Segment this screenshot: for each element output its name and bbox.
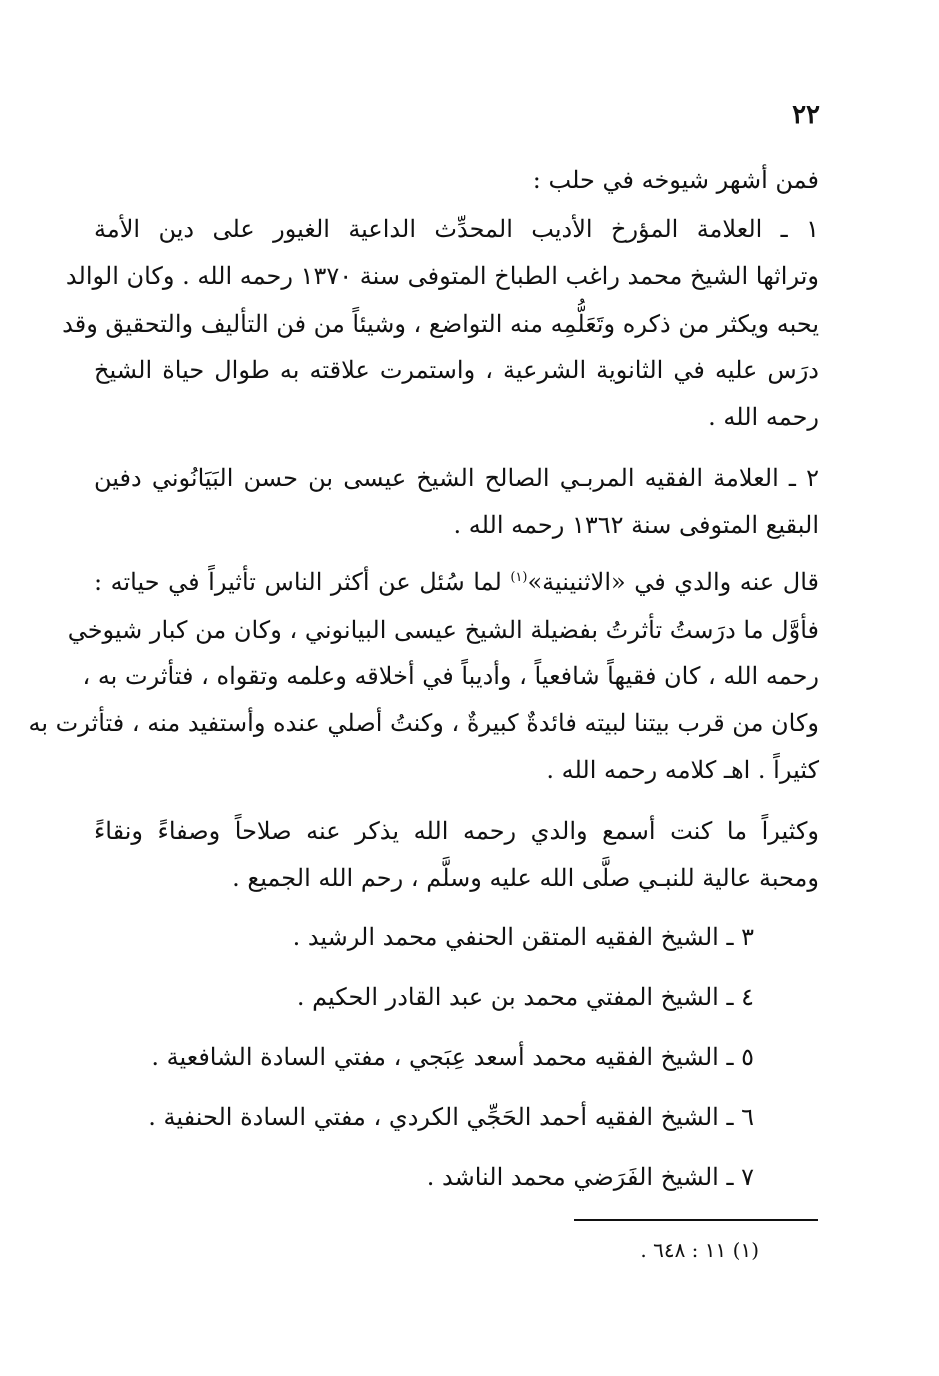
paragraph-line: وكثيراً ما كنت أسمع والدي رحمه الله يذكر عنه صلاحاً وصفاءً ونقاءً	[94, 817, 819, 845]
list-item: ٣ ـ الشيخ الفقيه المتقن الحنفي محمد الرشيد .	[292, 923, 754, 951]
intro-line: فمن أشهر شيوخه في حلب :	[532, 166, 819, 194]
paragraph-line: ١ ـ العلامة المؤرخ الأديب المحدِّث الداعية الغيور على دين الأمة	[94, 215, 819, 243]
paragraph-line: وتراثها الشيخ محمد راغب الطباخ المتوفى سنة ١٣٧٠ رحمه الله . وكان الوالد	[65, 262, 819, 290]
paragraph-line: رحمه الله .	[708, 403, 819, 431]
paragraph-line: فأوَّل ما درَستُ تأثرتُ بفضيلة الشيخ عيسى البيانوني ، وكان من كبار شيوخي	[67, 616, 819, 644]
paragraph-line: وكان من قرب بيتنا لبيته فائدةٌ كبيرةٌ ، وكنتُ أصلي عنده وأستفيد منه ، فتأثرت به	[28, 709, 819, 737]
page-number: ٢٢	[792, 100, 820, 130]
footnote: (١) ١١ : ٦٤٨ .	[640, 1238, 759, 1262]
footnote-divider	[574, 1219, 818, 1221]
paragraph-line: ومحبة عالية للنبـي صلَّى الله عليه وسلَّم ، رحم الله الجميع .	[232, 864, 819, 892]
paragraph-line: البقيع المتوفى سنة ١٣٦٢ رحمه الله .	[453, 511, 819, 539]
list-item: ٧ ـ الشيخ الفَرَضي محمد الناشد .	[426, 1163, 754, 1191]
list-item: ٥ ـ الشيخ الفقيه محمد أسعد عِبَجي ، مفتي السادة الشافعية .	[151, 1043, 754, 1071]
paragraph-line: كثيراً . اهـ كلامه رحمه الله .	[546, 756, 819, 784]
paragraph-line: ٢ ـ العلامة الفقيه المربـي الصالح الشيخ عيسى بن حسن البَيَانُوني دفين	[94, 464, 819, 492]
paragraph-line	[94, 565, 819, 599]
quote-intro-text: لما سُئل عن أكثر الناس تأثيراً في حياته :	[94, 568, 511, 596]
list-item: ٤ ـ الشيخ المفتي محمد بن عبد القادر الحكيم .	[296, 983, 754, 1011]
footnote-marker: (١)	[510, 570, 528, 585]
paragraph-line: يحبه ويكثر من ذكره وتَعَلُّمِه منه التواضع ، وشيئاً من فن التأليف والتحقيق وقد	[62, 310, 819, 338]
paragraph-line: رحمه الله ، كان فقيهاً شافعياً ، وأديباً في أخلاقه وعلمه وتقواه ، فتأثرت به ،	[82, 662, 819, 690]
list-item: ٦ ـ الشيخ الفقيه أحمد الحَجِّي الكردي ، مفتي السادة الحنفية .	[148, 1103, 754, 1131]
paragraph-line: درَس عليه في الثانوية الشرعية ، واستمرت علاقته به طوال حياة الشيخ	[94, 356, 819, 384]
quote-intro-text: قال عنه والدي في «الاثنينية»	[527, 568, 819, 596]
